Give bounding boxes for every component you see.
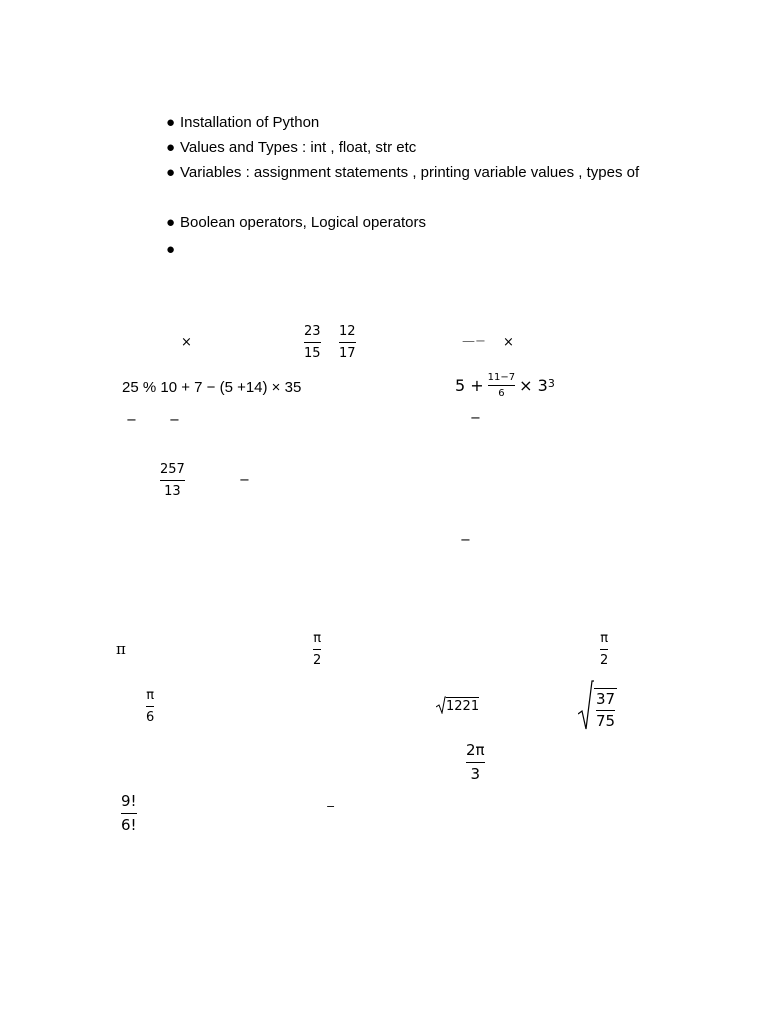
topic-item-installation xyxy=(166,114,319,132)
square-root-37-75 xyxy=(578,680,617,730)
fraction-bar xyxy=(596,710,615,711)
topic-text: Values and Types : int , float, str etc xyxy=(180,139,417,156)
fraction-pi-2 xyxy=(313,631,321,668)
topic-text: Installation of Python xyxy=(180,114,320,131)
bullet-icon: ● xyxy=(166,164,176,181)
fraction-2pi-3 xyxy=(466,742,485,783)
fraction-bar xyxy=(304,342,321,343)
fraction-37-75 xyxy=(594,688,617,730)
fraction-23-15 xyxy=(304,324,321,361)
numerator: 37 xyxy=(596,690,616,708)
numerator: π xyxy=(313,631,322,646)
times-symbol: × xyxy=(181,335,192,350)
times-symbol: × xyxy=(503,335,514,350)
numerator: 257 xyxy=(160,462,185,477)
expression-modulo: 25 % 10 + 7 − (5 +14) × 35 xyxy=(122,379,302,396)
fraction-bar xyxy=(146,706,154,707)
radicand: 1221 xyxy=(446,699,480,714)
fraction-bar xyxy=(466,762,485,763)
topic-item-values-types xyxy=(166,139,416,157)
denominator: 6 xyxy=(146,710,155,725)
bullet-icon: ● xyxy=(166,214,176,231)
fraction-bar xyxy=(121,813,137,814)
minus-sign: − xyxy=(126,413,137,428)
fraction-bar xyxy=(600,649,608,650)
denominator: 17 xyxy=(339,346,356,361)
fraction-pi-2 xyxy=(600,631,608,668)
topic-item-variables xyxy=(166,164,639,182)
numerator: π xyxy=(146,688,155,703)
denominator: 13 xyxy=(164,484,181,499)
numerator: π xyxy=(600,631,609,646)
fraction-bar xyxy=(339,342,356,343)
fraction-12-17 xyxy=(339,324,356,361)
dash-minus: —− xyxy=(462,334,486,349)
topic-item-boolean xyxy=(166,214,426,232)
denominator: 2 xyxy=(600,653,609,668)
numerator: 9! xyxy=(121,792,137,810)
topic-text: Variables : assignment statements , printing variable values , types of xyxy=(180,164,640,181)
bullet-icon: ● xyxy=(166,114,176,131)
denominator: 75 xyxy=(596,712,616,730)
fraction-9fact-6fact xyxy=(121,793,137,834)
radical-sign-icon xyxy=(578,680,594,730)
square-root-1221 xyxy=(436,696,479,714)
pi-symbol: π xyxy=(116,640,126,658)
fraction-bar xyxy=(313,649,321,650)
denominator: 15 xyxy=(304,346,321,361)
expression-power xyxy=(455,372,555,399)
fraction-bar xyxy=(488,385,515,386)
denominator: 2 xyxy=(313,653,322,668)
fraction-bar xyxy=(160,480,185,481)
numerator: 2π xyxy=(466,741,485,759)
fraction-11minus7-6 xyxy=(488,372,515,399)
exponent: 3 xyxy=(547,377,555,390)
radical-sign-icon xyxy=(436,696,446,714)
minus-sign: − xyxy=(460,533,471,548)
expression-prefix: 5 + xyxy=(455,376,484,395)
denominator: 6! xyxy=(121,816,137,834)
denominator: 3 xyxy=(470,765,481,783)
minus-sign: − xyxy=(169,413,180,428)
topic-text: Boolean operators, Logical operators xyxy=(180,214,426,231)
fraction-pi-6 xyxy=(146,688,154,725)
fraction-257-13 xyxy=(160,462,185,499)
numerator: 23 xyxy=(304,324,321,339)
denominator: 6 xyxy=(498,388,505,399)
topic-item-empty xyxy=(166,241,180,259)
minus-sign: − xyxy=(239,473,250,488)
bullet-icon: ● xyxy=(166,139,176,156)
minus-sign: − xyxy=(326,800,336,813)
numerator: 11−7 xyxy=(487,372,516,383)
bullet-icon: ● xyxy=(166,241,176,258)
numerator: 12 xyxy=(339,324,356,339)
minus-sign: − xyxy=(470,411,481,426)
expression-suffix: × 3 xyxy=(519,376,548,395)
